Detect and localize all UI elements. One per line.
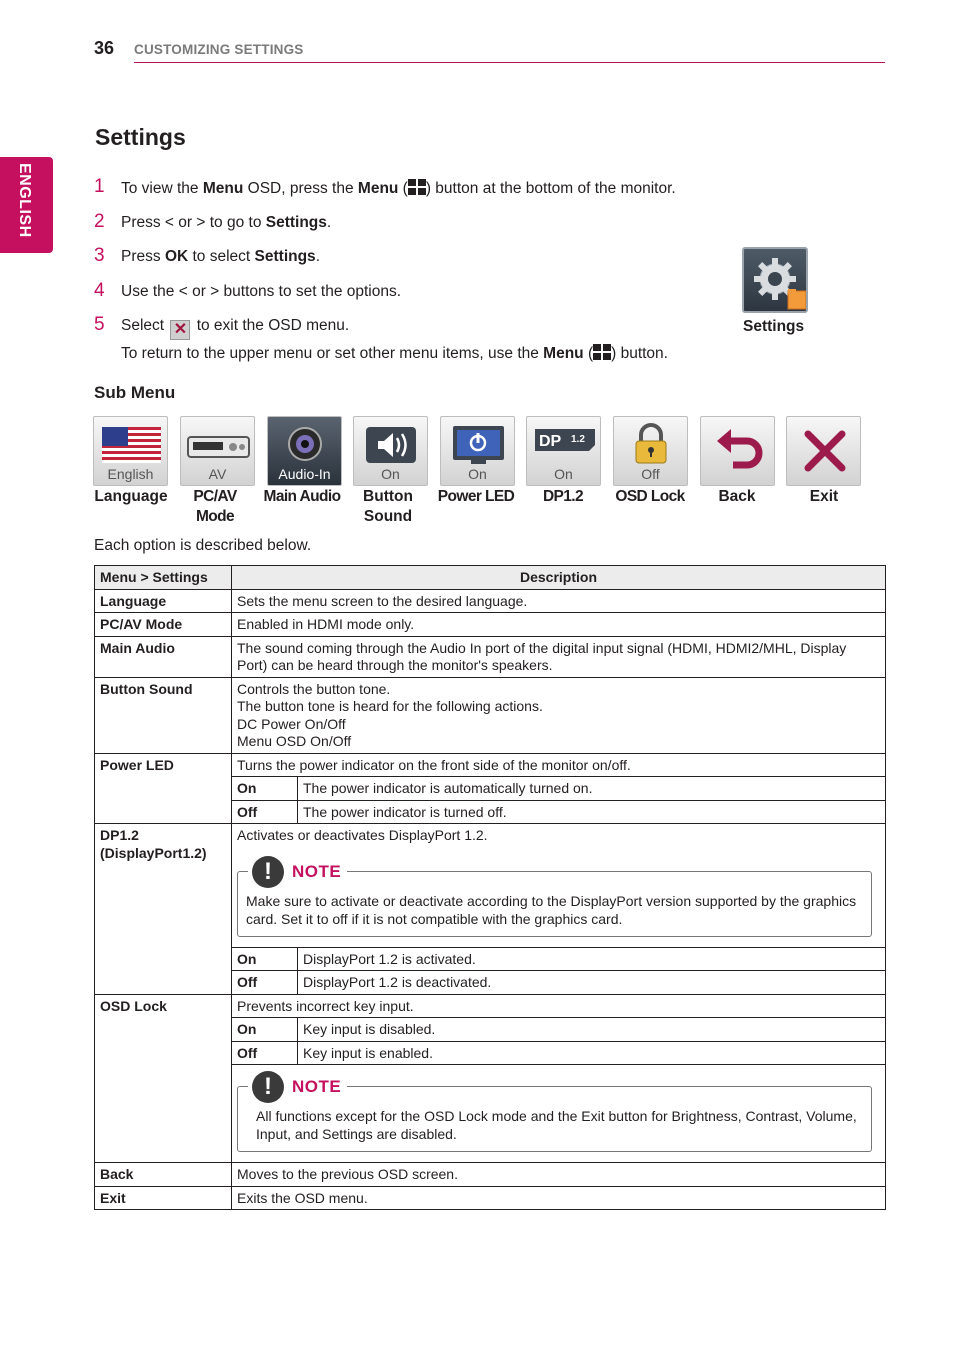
tile-value: AV: [208, 466, 227, 482]
option-desc: The power indicator is automatically turned on.: [298, 777, 886, 801]
column-header: Description: [232, 566, 886, 590]
table-row: [95, 753, 886, 777]
table-row: [95, 1163, 886, 1187]
step-text: Press OK to select Settings.: [121, 248, 320, 265]
settings-icon-label: Settings: [743, 318, 805, 335]
osd-lock-tile: [613, 416, 688, 486]
exit-x-icon: ✕: [170, 320, 190, 340]
description-intro: Each option is described below.: [94, 537, 312, 554]
section-title: CUSTOMIZING SETTINGS: [134, 42, 304, 57]
tile-label: Exit: [809, 488, 839, 505]
step-5-continuation: To return to the upper menu or set other menu items, use the Menu ( ) button.: [121, 345, 668, 362]
exclamation-icon: !: [252, 1071, 284, 1103]
note-title: NOTE: [292, 1077, 342, 1097]
table-row: [95, 1186, 886, 1210]
close-x-icon: [787, 417, 861, 486]
speaker-icon: [354, 417, 428, 465]
row-name: Language: [95, 589, 232, 613]
step-text: Use the < or > buttons to set the options.: [121, 282, 402, 300]
note-box: [237, 857, 872, 937]
tile-label: Button Sound: [363, 488, 413, 525]
row-desc: Sets the menu screen to the desired language.: [232, 589, 886, 613]
language-tile: [93, 416, 168, 486]
tile-label: PC/AV Mode: [193, 488, 237, 525]
header-rule: [134, 62, 885, 63]
pcav-tile: [180, 416, 255, 486]
button-sound-tile: [353, 416, 428, 486]
row-desc: The sound coming through the Audio In port of the digital input signal (HDMI, HDMI2/MHL, Display Port) can be heard through the monitor's speakers.: [232, 636, 886, 677]
step-text: To view the Menu OSD, press the Menu ( ) button at the bottom of the monitor.: [121, 180, 676, 197]
menu-button-icon: [593, 344, 611, 360]
tile-label: Back: [718, 488, 756, 505]
language-side-tab: [0, 157, 53, 253]
monitor-power-icon: [441, 417, 515, 465]
page-number: 36: [94, 38, 115, 58]
step-number: 4: [94, 279, 105, 301]
tile-label: DP1.2: [542, 488, 584, 505]
note-cell: [232, 1065, 886, 1163]
note-box: [237, 1073, 872, 1152]
row-name: DP1.2 (DisplayPort1.2): [95, 824, 232, 995]
row-desc: Exits the OSD menu.: [232, 1186, 886, 1210]
option-desc: DisplayPort 1.2 is activated.: [298, 947, 886, 971]
step-text: Select ✕ to exit the OSD menu.: [121, 317, 350, 338]
main-audio-tile: [267, 416, 342, 486]
back-tile: [700, 416, 775, 486]
language-tab-label: ENGLISH: [16, 163, 33, 238]
tile-label: Power LED: [437, 488, 515, 505]
table-row: [95, 824, 886, 948]
table-row: [95, 589, 886, 613]
av-device-icon: [181, 417, 255, 465]
row-name: PC/AV Mode: [95, 613, 232, 637]
step-number: 5: [94, 314, 105, 335]
option-name: Off: [232, 971, 298, 995]
page-header: [94, 38, 885, 64]
power-led-tile: [440, 416, 515, 486]
row-name: Exit: [95, 1186, 232, 1210]
tile-value: Off: [641, 466, 660, 482]
table-row: [95, 613, 886, 637]
step-4: [94, 280, 734, 315]
tile-value: On: [381, 466, 400, 482]
settings-gear-icon: [742, 247, 808, 313]
column-header: Menu > Settings: [95, 566, 232, 590]
step-2: [94, 211, 734, 246]
dp12-tile: [526, 416, 601, 486]
steps-list: [94, 176, 734, 349]
row-desc: Turns the power indicator on the front side of the monitor on/off.: [232, 753, 886, 777]
option-name: Off: [232, 1041, 298, 1065]
note-title: NOTE: [292, 861, 342, 881]
row-name: Power LED: [95, 753, 232, 824]
exit-tile: [786, 416, 861, 486]
option-desc: Key input is enabled.: [298, 1041, 886, 1065]
note-body: Make sure to activate or deactivate according to the DisplayPort version supported by the graphics card. Set it to off if it is not compatible with the graphics card.: [246, 892, 857, 927]
row-desc: Prevents incorrect key input.: [232, 994, 886, 1018]
row-name: Button Sound: [95, 677, 232, 753]
option-name: On: [232, 777, 298, 801]
tile-value: Audio-In: [278, 466, 331, 482]
option-name: On: [232, 1018, 298, 1042]
option-desc: The power indicator is turned off.: [298, 800, 886, 824]
table-header-row: [95, 566, 886, 590]
row-desc: Controls the button tone. The button tone is heard for the following actions. DC Power On/Off Menu OSD On/Off: [232, 677, 886, 753]
note-body: All functions except for the OSD Lock mode and the Exit button for Brightness, Contrast, Volume, Input, and Settings are disabled.: [256, 1108, 857, 1142]
option-name: Off: [232, 800, 298, 824]
step-3: [94, 245, 734, 280]
tile-value: English: [107, 466, 154, 482]
tile-label: OSD Lock: [615, 488, 685, 505]
row-name: Back: [95, 1163, 232, 1187]
tile-value: On: [554, 466, 573, 482]
step-number: 2: [94, 210, 105, 232]
padlock-icon: [614, 417, 688, 465]
tile-label: Language: [94, 488, 168, 505]
menu-button-icon: [408, 179, 426, 195]
row-desc: Enabled in HDMI mode only.: [232, 613, 886, 637]
option-name: On: [232, 947, 298, 971]
displayport-icon: [527, 417, 601, 465]
option-desc: Key input is disabled.: [298, 1018, 886, 1042]
step-number: 1: [94, 176, 105, 197]
step-text: Press < or > to go to Settings.: [121, 213, 332, 231]
audio-jack-icon: [268, 417, 342, 465]
step-number: 3: [94, 245, 105, 266]
table-row: [95, 994, 886, 1018]
tile-value: On: [468, 466, 487, 482]
svg-text:DP: DP: [539, 433, 562, 450]
table-row: [95, 677, 886, 753]
row-name: Main Audio: [95, 636, 232, 677]
submenu-heading: Sub Menu: [94, 383, 176, 402]
row-desc: Moves to the previous OSD screen.: [232, 1163, 886, 1187]
exclamation-icon: !: [252, 856, 284, 888]
page-title: Settings: [95, 124, 186, 150]
svg-text:1.2: 1.2: [571, 434, 585, 445]
row-name: OSD Lock: [95, 994, 232, 1163]
row-desc: Activates or deactivates DisplayPort 1.2. ! NOTE Make sure to activate or deactivate according to the DisplayPort version supported by the graphics card. Set it to off if it is not compatible with the graphics card.: [232, 824, 886, 948]
option-desc: DisplayPort 1.2 is deactivated.: [298, 971, 886, 995]
settings-table: [94, 565, 886, 1210]
step-1: [94, 176, 734, 211]
table-row: [95, 636, 886, 677]
tile-label: Main Audio: [263, 488, 341, 505]
back-arrow-icon: [701, 417, 775, 486]
us-flag-icon: [94, 417, 168, 465]
